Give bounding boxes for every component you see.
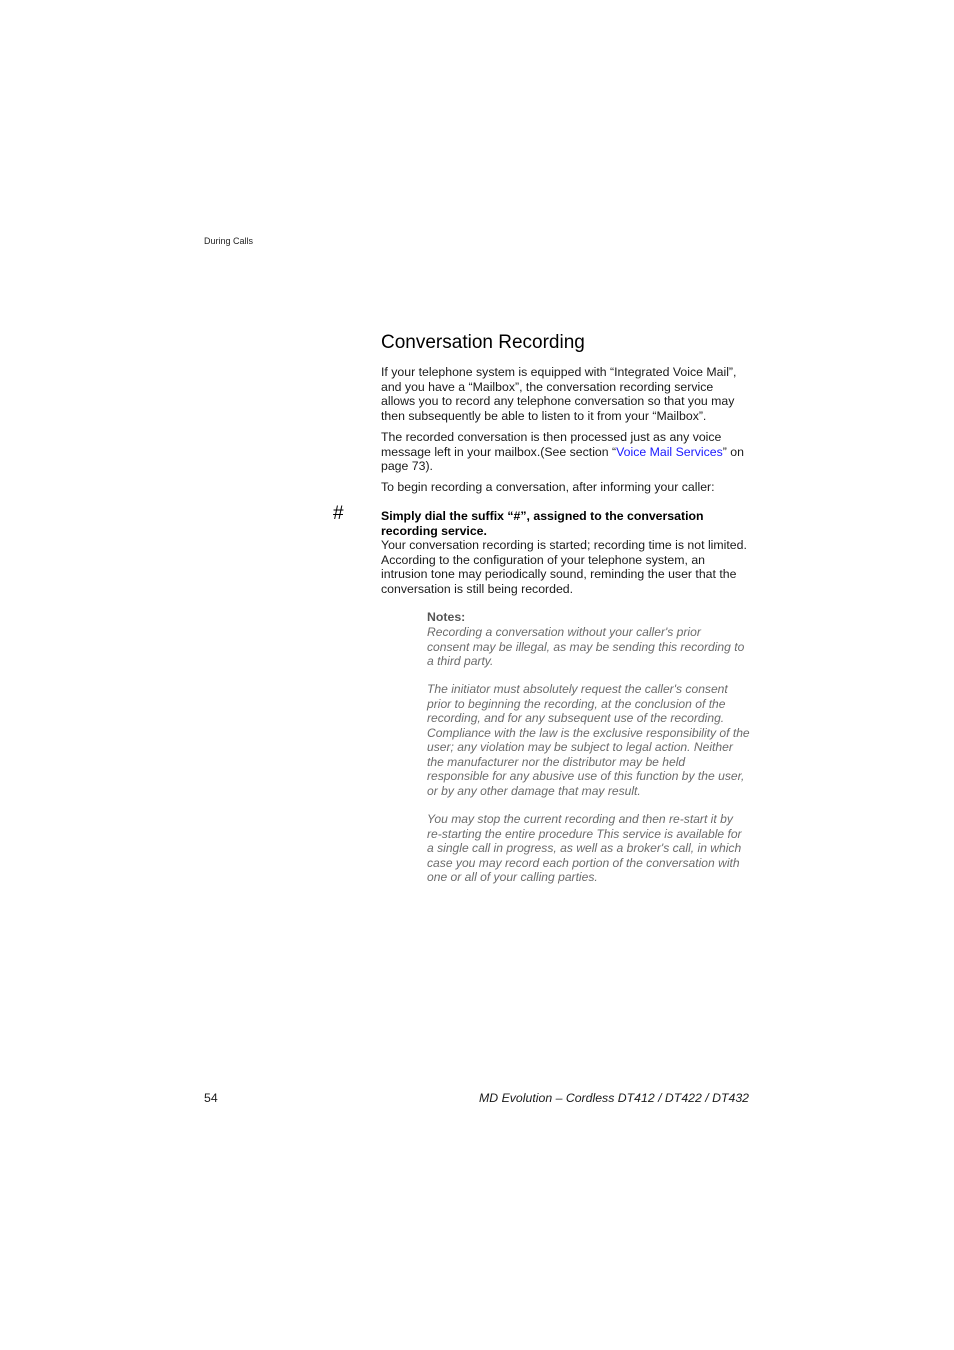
text-segment: ” on <box>722 444 744 459</box>
note-line: case you may record each portion of the conversation with <box>427 855 740 870</box>
note-line: consent may be illegal, as may be sending this recording to <box>427 639 745 654</box>
note-line: You may stop the current recording and then re-start it by <box>427 812 733 826</box>
note-line: user; any violation may be subject to legal action. Neither <box>427 740 733 754</box>
text-line: then subsequently be able to listen to it from your “Mailbox”. <box>381 408 707 423</box>
note-line: re-starting the entire procedure This service is available for <box>427 826 742 841</box>
note-line: a third party. <box>427 654 494 668</box>
text-line: intrusion tone may periodically sound, reminding the user that the <box>381 567 737 581</box>
note-line: one or all of your calling parties. <box>427 870 598 884</box>
note-line: the manufacturer nor the distributor may be held <box>427 754 686 769</box>
note-line: Recording a conversation without your caller's prior <box>427 625 701 639</box>
note-3 <box>427 812 742 885</box>
notes-label: Notes: <box>427 610 466 624</box>
text-line: If your telephone system is equipped with “Integrated Voice Mail”, <box>381 365 737 379</box>
footer-document-title: MD Evolution – Cordless DT412 / DT422 / DT432 <box>479 1091 749 1105</box>
text-segment: message left in your mailbox.(See section “ <box>381 444 617 459</box>
note-line: or by any other damage that may result. <box>427 783 641 798</box>
note-1 <box>427 625 744 669</box>
note-line: prior to beginning the recording, at the conclusion of the <box>427 696 726 711</box>
step-block <box>381 509 747 596</box>
note-2 <box>427 682 750 798</box>
text-line: page 73). <box>381 459 433 473</box>
text-line: allows you to record any telephone conversation so that you may <box>381 394 735 408</box>
note-line: a single call in progress, as well as a broker's call, in which <box>427 841 742 855</box>
text-line: and you have a “Mailbox”, the conversation recording service <box>381 379 714 394</box>
step-heading-line: recording service. <box>381 523 487 538</box>
page-number: 54 <box>204 1091 218 1105</box>
text-line: conversation is still being recorded. <box>381 581 574 596</box>
note-line: The initiator must absolutely request the caller's consent <box>427 682 728 696</box>
instruction-paragraph: To begin recording a conversation, after informing your caller: <box>381 480 715 494</box>
note-line: recording, and for any subsequent use of the recording. <box>427 711 725 725</box>
text-line: Your conversation recording is started; recording time is not limited. <box>381 538 747 552</box>
text-line: The recorded conversation is then processed just as any voice <box>381 430 722 444</box>
intro-paragraph <box>381 365 736 423</box>
text-line: According to the configuration of your telephone system, an <box>381 552 706 567</box>
voice-mail-services-link[interactable]: Voice Mail Services <box>616 444 723 459</box>
running-header: During Calls <box>204 236 254 246</box>
page-title: Conversation Recording <box>381 332 585 353</box>
note-line: Compliance with the law is the exclusive responsibility of the <box>427 725 750 740</box>
text-line <box>381 445 744 460</box>
step-heading-line: Simply dial the suffix “#”, assigned to the conversation <box>381 509 704 523</box>
processing-paragraph <box>381 430 744 474</box>
hash-key-icon: # <box>333 503 344 524</box>
note-line: responsible for any abusive use of this function by the user, <box>427 769 745 783</box>
